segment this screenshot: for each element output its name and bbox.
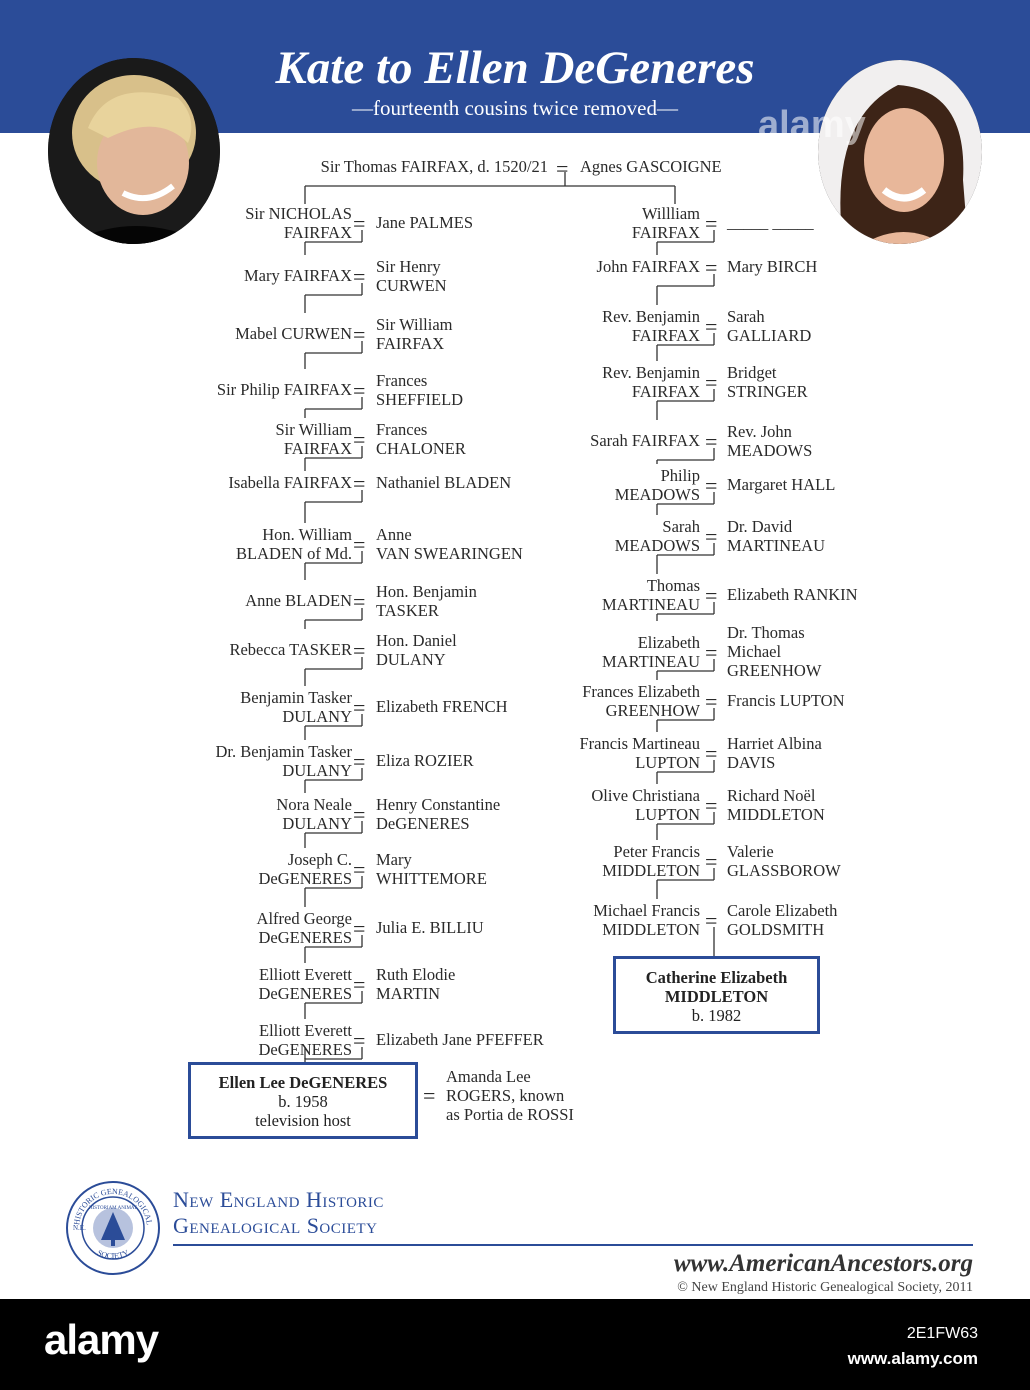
left-person-surname: BLADEN of Md. [236, 544, 352, 563]
seal-inner-text: HISTORIAM ANIMAT [88, 1206, 138, 1211]
footer-url: www.alamy.com [847, 1349, 978, 1368]
marriage-symbol: = [705, 211, 718, 236]
left-spouse-name: Julia E. BILLIU [376, 918, 484, 937]
ellen-name: Ellen Lee DeGENERES [218, 1073, 388, 1092]
right-person-surname: MARTINEAU [601, 652, 700, 671]
marriage-symbol: = [705, 640, 718, 665]
left-spouse-surname: VAN SWEARINGEN [376, 544, 523, 563]
right-person-surname: LUPTON [635, 805, 700, 824]
marriage-symbol: = [353, 916, 366, 941]
right-person-name: Peter Francis [613, 842, 700, 861]
seal-top-text: HISTORIC GENEALOGICAL [72, 1186, 154, 1226]
right-person-surname: MIDDLETON [602, 920, 700, 939]
left-spouse-surname: FAIRFAX [376, 334, 445, 353]
kate-box [613, 956, 820, 1034]
left-spouse-surname: DULANY [376, 650, 446, 669]
right-person-name: Michael Francis [593, 901, 700, 920]
left-person-surname: FAIRFAX [283, 439, 352, 458]
website-link[interactable]: www.AmericanAncestors.org [673, 1250, 973, 1277]
left-person-surname: FAIRFAX [283, 223, 352, 242]
marriage-symbol: = [705, 473, 718, 498]
marriage-symbol: = [705, 524, 718, 549]
right-spouse-name: Francis LUPTON [727, 691, 845, 710]
ellen-spouse-line3: as Portia de ROSSI [446, 1105, 574, 1124]
root-marriage-symbol: = [556, 156, 569, 181]
copyright: © New England Historic Genealogical Society, 2011 [677, 1280, 973, 1295]
right-spouse-name: Rev. John [727, 422, 792, 441]
marriage-symbol: = [353, 471, 366, 496]
right-spouse-surname: Michael [727, 642, 782, 661]
left-spouse-surname: CURWEN [376, 276, 447, 295]
left-person-name: Elliott Everett [258, 1021, 352, 1040]
root-father: Sir Thomas FAIRFAX, d. 1520/21 [320, 157, 548, 176]
marriage-symbol: = [353, 1028, 366, 1053]
left-person-name: Nora Neale [276, 795, 352, 814]
watermark-top: alamy [758, 104, 866, 146]
left-person-name: Anne BLADEN [245, 591, 352, 610]
footer-rule [173, 1244, 973, 1246]
right-person-name: Sarah [662, 517, 700, 536]
right-spouse-name: _____ _____ [727, 213, 814, 232]
marriage-symbol: = [705, 741, 718, 766]
left-spouse-name: Anne [376, 525, 412, 544]
right-spouse-surname: STRINGER [727, 382, 808, 401]
right-spouse-name: Bridget [727, 363, 777, 382]
left-person-name: Sir William [275, 420, 352, 439]
right-spouse-name: Richard Noël [727, 786, 816, 805]
marriage-symbol: = [705, 793, 718, 818]
right-person-name: Willliam [642, 204, 700, 223]
right-person-name: Philip [660, 466, 700, 485]
left-spouse-name: Jane PALMES [376, 213, 474, 232]
left-person-name: Sir Philip FAIRFAX [216, 380, 352, 399]
left-person-name: Elliott Everett [258, 965, 352, 984]
marriage-symbol: = [353, 749, 366, 774]
left-person-surname: DeGENERES [258, 869, 352, 888]
left-spouse-name: Mary [376, 850, 412, 869]
left-spouse-name: Frances [376, 420, 428, 439]
right-spouse-name: Sarah [727, 307, 765, 326]
right-spouse-surname: MARTINEAU [727, 536, 826, 555]
left-spouse-surname: DeGENERES [376, 814, 470, 833]
marriage-symbol: = [705, 583, 718, 608]
left-person-name: Hon. William [262, 525, 352, 544]
right-spouse-surname2: GREENHOW [727, 661, 822, 680]
right-spouse-surname: GOLDSMITH [727, 920, 825, 939]
right-person-name: Sarah FAIRFAX [590, 431, 700, 450]
right-spouse-surname: MIDDLETON [727, 805, 825, 824]
ellen-born: b. 1958 [278, 1092, 328, 1111]
marriage-symbol: = [705, 849, 718, 874]
ellen-role: television host [255, 1111, 351, 1130]
left-spouse-name: Ruth Elodie [376, 965, 456, 984]
marriage-symbol: = [353, 857, 366, 882]
left-spouse-name: Sir Henry [376, 257, 441, 276]
chart-title: Kate to Ellen DeGeneres [275, 42, 755, 94]
left-spouse-surname: WHITTEMORE [376, 869, 487, 888]
left-person-name: Rebecca TASKER [229, 640, 352, 659]
left-person-name: Sir NICHOLAS [245, 204, 352, 223]
right-spouse-name: Harriet Albina [727, 734, 822, 753]
left-person-surname: DeGENERES [258, 984, 352, 1003]
right-person-surname: LUPTON [635, 753, 700, 772]
right-person-name: Elizabeth [637, 633, 700, 652]
right-person-name: Francis Martineau [579, 734, 700, 753]
kate-born: b. 1982 [691, 1006, 742, 1025]
right-spouse-name: Margaret HALL [727, 475, 836, 494]
right-spouse-name: Elizabeth RANKIN [727, 585, 858, 604]
left-person-surname: DULANY [282, 707, 352, 726]
right-person-surname: MARTINEAU [601, 595, 700, 614]
marriage-symbol: = [353, 264, 366, 289]
right-person-name: John FAIRFAX [596, 257, 700, 276]
right-person-name: Frances Elizabeth [582, 682, 700, 701]
right-spouse-name: Valerie [727, 842, 774, 861]
marriage-symbol: = [705, 689, 718, 714]
right-spouse-surname: GALLIARD [727, 326, 812, 345]
right-person-surname: FAIRFAX [631, 326, 700, 345]
right-person-name: Rev. Benjamin [602, 307, 700, 326]
marriage-symbol: = [353, 378, 366, 403]
left-person-name: Benjamin Tasker [240, 688, 352, 707]
right-spouse-surname: GLASSBOROW [727, 861, 841, 880]
left-spouse-surname: MARTIN [376, 984, 441, 1003]
marriage-symbol: = [353, 589, 366, 614]
right-person-surname: FAIRFAX [631, 223, 700, 242]
left-person-name: Mary FAIRFAX [243, 266, 352, 285]
kate-name-line1: Catherine Elizabeth [645, 968, 788, 987]
right-spouse-surname: DAVIS [727, 753, 776, 772]
marriage-symbol: = [705, 314, 718, 339]
left-person-surname: DeGENERES [258, 928, 352, 947]
marriage-symbol: = [353, 322, 366, 347]
left-spouse-name: Nathaniel BLADEN [376, 473, 512, 492]
marriage-symbol: = [353, 972, 366, 997]
right-person-name: Rev. Benjamin [602, 363, 700, 382]
marriage-symbol: = [353, 638, 366, 663]
right-spouse-surname: MEADOWS [727, 441, 813, 460]
left-spouse-name: Eliza ROZIER [376, 751, 474, 770]
right-spouse-name: Dr. David [727, 517, 793, 536]
chart-subtitle: —fourteenth cousins twice removed— [352, 96, 678, 120]
society-name-line2: Genealogical Society [173, 1213, 378, 1238]
marriage-symbol: = [353, 532, 366, 557]
svg-text:SOCIETY [96, 1248, 130, 1261]
right-spouse-name: Dr. Thomas [727, 623, 805, 642]
left-person-name: Alfred George [256, 909, 352, 928]
left-person-name: Joseph C. [287, 850, 352, 869]
marriage-symbol: = [705, 370, 718, 395]
left-spouse-name: Henry Constantine [376, 795, 501, 814]
society-name-line1: New England Historic [173, 1187, 384, 1212]
right-person-name: Thomas [646, 576, 700, 595]
left-spouse-surname: SHEFFIELD [376, 390, 464, 409]
marriage-symbol: = [353, 211, 366, 236]
left-person-surname: DeGENERES [258, 1040, 352, 1059]
society-seal-icon [65, 1180, 161, 1281]
kate-name-line2: MIDDLETON [664, 987, 769, 1006]
footer-logo: alamy [44, 1316, 159, 1363]
left-person-surname: DULANY [282, 761, 352, 780]
footer-image-id: 2E1FW63 [906, 1325, 978, 1342]
left-spouse-name: Sir William [376, 315, 453, 334]
marriage-symbol: = [353, 802, 366, 827]
ellen-box [188, 1062, 418, 1139]
right-person-surname: MIDDLETON [602, 861, 700, 880]
left-person-name: Isabella FAIRFAX [228, 473, 352, 492]
ellen-spouse-line1: Amanda Lee [446, 1067, 531, 1086]
left-spouse-surname: TASKER [376, 601, 439, 620]
left-spouse-name: Frances [376, 371, 428, 390]
ellen-marriage-symbol: = [423, 1083, 436, 1108]
left-spouse-name: Hon. Benjamin [376, 582, 477, 601]
right-person-surname: GREENHOW [605, 701, 700, 720]
left-spouse-name: Elizabeth FRENCH [376, 697, 508, 716]
right-person-surname: MEADOWS [614, 485, 700, 504]
right-spouse-name: Mary BIRCH [727, 257, 818, 276]
left-spouse-surname: CHALONER [376, 439, 466, 458]
left-spouse-name: Hon. Daniel [376, 631, 457, 650]
seal-left-text: N.E. [73, 1224, 86, 1232]
marriage-symbol: = [705, 429, 718, 454]
marriage-symbol: = [705, 255, 718, 280]
right-spouse-name: Carole Elizabeth [727, 901, 838, 920]
marriage-symbol: = [353, 427, 366, 452]
seal-bottom-text: SOCIETY [95, 1248, 131, 1261]
left-person-name: Dr. Benjamin Tasker [215, 742, 352, 761]
root-mother: Agnes GASCOIGNE [580, 157, 722, 176]
left-person-name: Mabel CURWEN [235, 324, 352, 343]
marriage-symbol: = [705, 908, 718, 933]
marriage-symbol: = [353, 695, 366, 720]
right-person-surname: MEADOWS [614, 536, 700, 555]
left-spouse-name: Elizabeth Jane PFEFFER [376, 1030, 544, 1049]
right-person-surname: FAIRFAX [631, 382, 700, 401]
right-person-name: Olive Christiana [591, 786, 700, 805]
ellen-spouse-line2: ROGERS, known [446, 1086, 565, 1105]
left-person-surname: DULANY [282, 814, 352, 833]
